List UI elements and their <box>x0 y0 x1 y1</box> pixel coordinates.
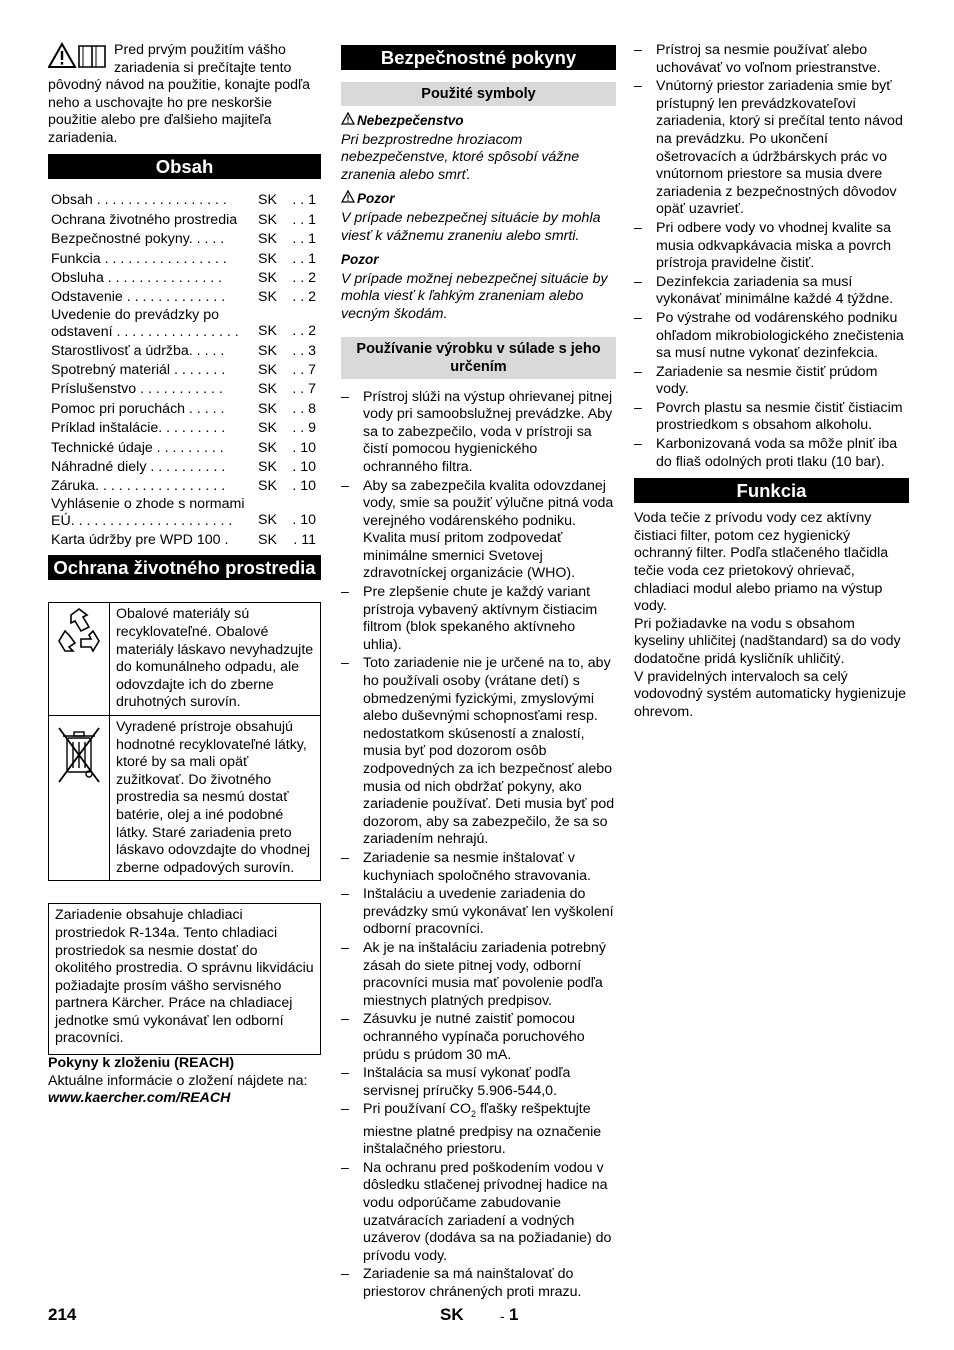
toc-entry-lang: SK <box>258 478 277 495</box>
reach-link[interactable]: www.kaercher.com/REACH <box>48 1090 231 1107</box>
toc-entry-lang: SK <box>258 192 277 209</box>
column-middle <box>341 42 616 1303</box>
toc-entry-page: . . 1 <box>292 250 316 267</box>
toc-entry-lang: SK <box>258 231 277 248</box>
toc-entry-label: Obsluha . . . . . . . . . . . . . . . <box>51 269 223 286</box>
toc-entry-label: Záruka. . . . . . . . . . . . . . . . . <box>51 478 226 495</box>
toc-table <box>48 191 321 550</box>
toc-entry-lang: SK <box>258 439 277 456</box>
list-item: – Prístroj slúži na výstup ohrievanej pitnej vody pri samoobslužnej prevádzke. Aby sa to zabezpečilo, voda v prístroji sa čistí pomocou hygienického ochranného filtra. <box>341 389 616 477</box>
toc-entry-page: . 10 <box>292 459 316 476</box>
toc-entry-label: Starostlivosť a údržba. . . . . <box>51 342 225 359</box>
toc-entry-lang: SK <box>258 342 277 359</box>
toc-entry-page: . . 7 <box>292 362 316 379</box>
toc-entry[interactable] <box>48 360 321 379</box>
list-item: – Pre zlepšenie chute je každý variant prístroja vybavený aktívnym čistiacim filtrom (blok spekaného aktívneho uhlia). <box>341 584 616 654</box>
warning-label: Pozor <box>357 191 395 207</box>
toc-entry-label: Vyhlásenie o zhode s normami EÚ. . . . . . . . . . . . . . . . . . . . . <box>51 496 245 530</box>
toc-entry[interactable] <box>48 288 321 307</box>
warning-triangle-icon <box>341 190 357 208</box>
symbols-heading: Použité symboly <box>341 82 616 106</box>
toc-entry-label: Funkcia . . . . . . . . . . . . . . . . <box>51 250 227 267</box>
function-paragraph: Voda tečie z prívodu vody cez aktívny čistiaci filter, potom cez hygienický ochranný filter. Podľa stlačeného tlačidla tečie voda cez prietokový ohrievač, chladiaci modul alebo priamo na výstup vody. <box>634 510 889 615</box>
environment-table <box>48 602 321 881</box>
toc-entry-label: Ochrana životného prostredia <box>51 211 238 228</box>
list-item: – Inštaláciu a uvedenie zariadenia do prevádzky smú vykonávať len vyškolení odborní pracovníci. <box>341 886 616 939</box>
recycle-icon <box>49 603 110 716</box>
toc-entry[interactable] <box>48 380 321 399</box>
use-list <box>341 389 616 1302</box>
function-paragraph: Pri požiadavke na vodu s obsahom kyseliny uhličitej (nadštandard) sa do vody dodatočne pridá kysličník uhličitý. <box>634 615 901 667</box>
safety-list-continued <box>634 42 909 471</box>
env-text-devices: Vyradené prístroje obsahujú hodnotné recyklovateľné látky, ktoré by sa mali opäť zužitkovať. Do životného prostredia sa nesmú dostať batérie, olej a iné podobné látky. Staré zariadenia preto láskavo odovzdajte do vhodnej zberne odpadových surovín. <box>110 715 321 880</box>
danger-label: Nebezpečenstvo <box>357 113 464 128</box>
toc-entry[interactable] <box>48 210 321 229</box>
page-footer <box>0 1306 954 1330</box>
refrigerant-text: Zariadenie obsahuje chladiaci prostriedok R-134a. Tento chladiaci prostriedok sa nesmie dostať do okolitého prostredia. O správnu likvidáciu požiadajte prosím vášho servisného partnera Kärcher. Práce na chladiacej jednotke smú vykonávať len odborní pracovníci. <box>55 907 314 1047</box>
toc-entry-lang: SK <box>258 323 277 340</box>
env-row-packaging <box>49 603 321 716</box>
list-item: – Povrch plastu sa nesmie čistiť čistiacim prostriedkom s obsahom alkoholu. <box>634 400 909 435</box>
toc-entry[interactable] <box>48 341 321 360</box>
toc-entry-page: . . 9 <box>292 420 316 437</box>
footer-page-index: 1 <box>509 1305 519 1324</box>
env-text-packaging: Obalové materiály sú recyklovateľné. Obalové materiály láskavo nevyhadzujte do komunálneho odpadu, ale odovzdajte ich do zberne druhotných surovín. <box>110 603 321 716</box>
column-right <box>634 42 909 721</box>
toc-entry[interactable] <box>48 477 321 496</box>
list-item: – Po výstrahe od vodárenského podniku ohľadom mikrobiologického znečistenia sa musí nutne vykonať dezinfekcia. <box>634 310 909 363</box>
toc-entry-lang: SK <box>258 289 277 306</box>
toc-entry-page: . . 1 <box>292 211 316 228</box>
function-heading: Funkcia <box>634 478 909 503</box>
toc-entry-lang: SK <box>258 512 277 529</box>
toc-entry-page: . . 7 <box>292 381 316 398</box>
toc-entry-page: . 10 <box>292 439 316 456</box>
toc-entry-lang: SK <box>258 381 277 398</box>
column-left <box>48 42 321 1108</box>
toc-entry-label: Príklad inštalácie. . . . . . . . . <box>51 420 226 437</box>
list-item: – Vnútorný priestor zariadenia smie byť prístupný len prevádzkovateľovi zariadenia, ktorý si prečítal tento návod na prevádzku. Po ukončení ošetrovacích a údržbárskych prác vo vnútornom priestore sa musia dvere zariadenia z bezpečnostných dôvodov opäť uzavrieť. <box>634 78 909 219</box>
environment-heading: Ochrana životného prostredia <box>48 555 321 580</box>
env-row-devices <box>49 715 321 880</box>
co2-post: fľašky rešpektujte miestne platné predpisy na označenie inštalačného priestoru. <box>363 1101 602 1158</box>
danger-heading <box>341 112 616 130</box>
toc-entry-page: . 10 <box>292 512 316 529</box>
use-heading: Používanie výrobku v súlade s jeho určením <box>341 337 616 379</box>
warning-manual-icon <box>48 42 108 72</box>
crossed-bin-icon <box>49 715 110 880</box>
toc-entry[interactable] <box>48 249 321 268</box>
toc-entry[interactable] <box>48 191 321 210</box>
toc-entry-label: Príslušenstvo . . . . . . . . . . . <box>51 381 223 398</box>
toc-entry-lang: SK <box>258 531 277 548</box>
list-item: – Toto zariadenie nie je určené na to, aby ho používali osoby (vrátane detí) s obmedzenými fyzickými, zmyslovými alebo duševnými schopnosťami resp. nedostatkom skúseností a znalostí, musia byť pod dozorom osôb zodpovedných za ich bezpečnosť alebo musia od nich obdržať pokyny, ako zariadenie používať. Deti musia byť pod dozorom, aby sa zabezpečilo, že sa so zariadením nehrajú. <box>341 655 616 849</box>
toc-entry[interactable] <box>48 438 321 457</box>
toc-entry-lang: SK <box>258 400 277 417</box>
list-item-co2 <box>341 1101 616 1159</box>
toc-entry-lang: SK <box>258 250 277 267</box>
list-item: – Aby sa zabezpečila kvalita odovzdanej vody, smie sa použiť výlučne pitná voda verejného vodárenského podniku. Kvalita musí pritom zodpovedať minimálne smernici Svetovej zdravotníckej organizácie (WHO). <box>341 478 616 584</box>
reach-title: Pokyny k zloženiu (REACH) <box>48 1055 235 1072</box>
toc-entry[interactable] <box>48 307 321 341</box>
footer-lang: SK <box>440 1305 464 1324</box>
warning-text: V prípade nebezpečnej situácie by mohla viesť k vážnemu zraneniu alebo smrti. <box>341 209 601 244</box>
toc-entry-label: Bezpečnostné pokyny. . . . . <box>51 231 225 248</box>
toc-entry-label: Náhradné diely . . . . . . . . . . <box>51 459 226 476</box>
list-item: – Inštalácia sa musí vykonať podľa servisnej príručky 5.906-544,0. <box>341 1065 616 1100</box>
toc-entry[interactable] <box>48 530 321 549</box>
toc-entry-lang: SK <box>258 362 277 379</box>
toc-entry-lang: SK <box>258 459 277 476</box>
footer-separator: - <box>500 1308 505 1324</box>
list-item: – Zásuvku je nutné zaistiť pomocou ochranného vypínača poruchového prúdu s prúdom 30 mA. <box>341 1011 616 1064</box>
toc-entry-label: Uvedenie do prevádzky po odstavení . . . . . . . . . . . . . . . . <box>51 306 239 340</box>
toc-heading: Obsah <box>48 154 321 179</box>
toc-entry-label: Odstavenie . . . . . . . . . . . . . <box>51 289 226 306</box>
toc-entry-lang: SK <box>258 211 277 228</box>
toc-entry[interactable] <box>48 457 321 476</box>
function-paragraph: V pravidelných intervaloch sa celý vodovodný systém automaticky hygienizuje ohrevom. <box>634 668 907 720</box>
toc-entry-page: . . 1 <box>292 231 316 248</box>
intro-text: Pred prvým použitím vášho zariadenia si prečítajte tento pôvodný návod na použitie, konajte podľa neho a uschovajte ho pre neskoršie použitie alebo pre ďalšieho majiteľa zariadenia. <box>48 42 311 146</box>
toc-entry-page: . . 8 <box>292 400 316 417</box>
warning-triangle-icon <box>341 112 357 130</box>
toc-entry-lang: SK <box>258 269 277 286</box>
toc-entry-label: Karta údržby pre WPD 100 . <box>51 531 229 548</box>
toc-entry-label: Spotrebný materiál . . . . . . . <box>51 362 226 379</box>
toc-entry-page: . 10 <box>292 478 316 495</box>
toc-entry[interactable] <box>48 418 321 437</box>
list-item: – Prístroj sa nesmie používať alebo uchovávať vo voľnom priestranstve. <box>634 42 909 77</box>
list-item: – Zariadenie sa má nainštalovať do priestorov chránených proti mrazu. <box>341 1266 616 1301</box>
safety-heading: Bezpečnostné pokyny <box>341 45 616 70</box>
toc-entry[interactable] <box>48 268 321 287</box>
toc-entry-lang: SK <box>258 420 277 437</box>
warning-heading <box>341 190 616 208</box>
list-item: – Zariadenie sa nesmie inštalovať v kuchyniach spoločného stravovania. <box>341 850 616 885</box>
toc-entry-page: . 11 <box>293 531 316 548</box>
toc-entry-page: . . 3 <box>292 342 316 359</box>
list-item: – Zariadenie sa nesmie čistiť prúdom vody. <box>634 364 909 399</box>
toc-entry[interactable] <box>48 399 321 418</box>
toc-entry-label: Obsah . . . . . . . . . . . . . . . . . <box>51 192 227 209</box>
list-item: – Dezinfekcia zariadenia sa musí vykonávať minimálne každé 4 týždne. <box>634 274 909 309</box>
co2-pre: Pri používaní CO <box>363 1101 472 1118</box>
toc-entry-page: . . 2 <box>292 289 316 306</box>
toc-entry-label: Technické údaje . . . . . . . . . <box>51 439 224 456</box>
list-item: – Ak je na inštaláciu zariadenia potrebný zásah do siete pitnej vody, odborní pracovníci musia mať povolenie podľa miestnych platných predpisov. <box>341 940 616 1010</box>
danger-text: Pri bezprostredne hroziacom nebezpečenstve, ktoré spôsobí vážne zranenia alebo smrť. <box>341 131 580 183</box>
list-item: – Pri odbere vody vo vhodnej kvalite sa musia odkvapkávacia miska a povrch prístroja pravidelne čistiť. <box>634 220 909 273</box>
list-item: – Karbonizovaná voda sa môže plniť iba do fliaš odolných proti tlaku (10 bar). <box>634 436 909 471</box>
caution-heading: Pozor <box>341 252 379 268</box>
co2-sub: 2 <box>471 1109 477 1120</box>
toc-entry-page: . . 2 <box>292 269 316 286</box>
intro-block <box>48 42 321 148</box>
toc-entry[interactable] <box>48 496 321 530</box>
toc-entry-page: . . 1 <box>292 192 316 209</box>
reach-text: Aktuálne informácie o zložení nájdete na: <box>48 1072 308 1089</box>
toc-entry[interactable] <box>48 229 321 248</box>
toc-entry-label: Pomoc pri poruchách . . . . . <box>51 400 225 417</box>
page-number: 214 <box>48 1305 77 1324</box>
list-item: – Na ochranu pred poškodením vodou v dôsledku stlačenej prívodnej hadice na vodu odporúčame zabudovanie uzatváracích zariadení a vodných uzáverov (dodáva sa na požiadanie) do prívodu vody. <box>341 1160 616 1266</box>
caution-text: V prípade možnej nebezpečnej situácie by mohla viesť k ľahkým zraneniam alebo vecným škodám. <box>341 270 608 322</box>
toc-entry-page: . . 2 <box>292 323 316 340</box>
refrigerant-box <box>48 903 321 1055</box>
